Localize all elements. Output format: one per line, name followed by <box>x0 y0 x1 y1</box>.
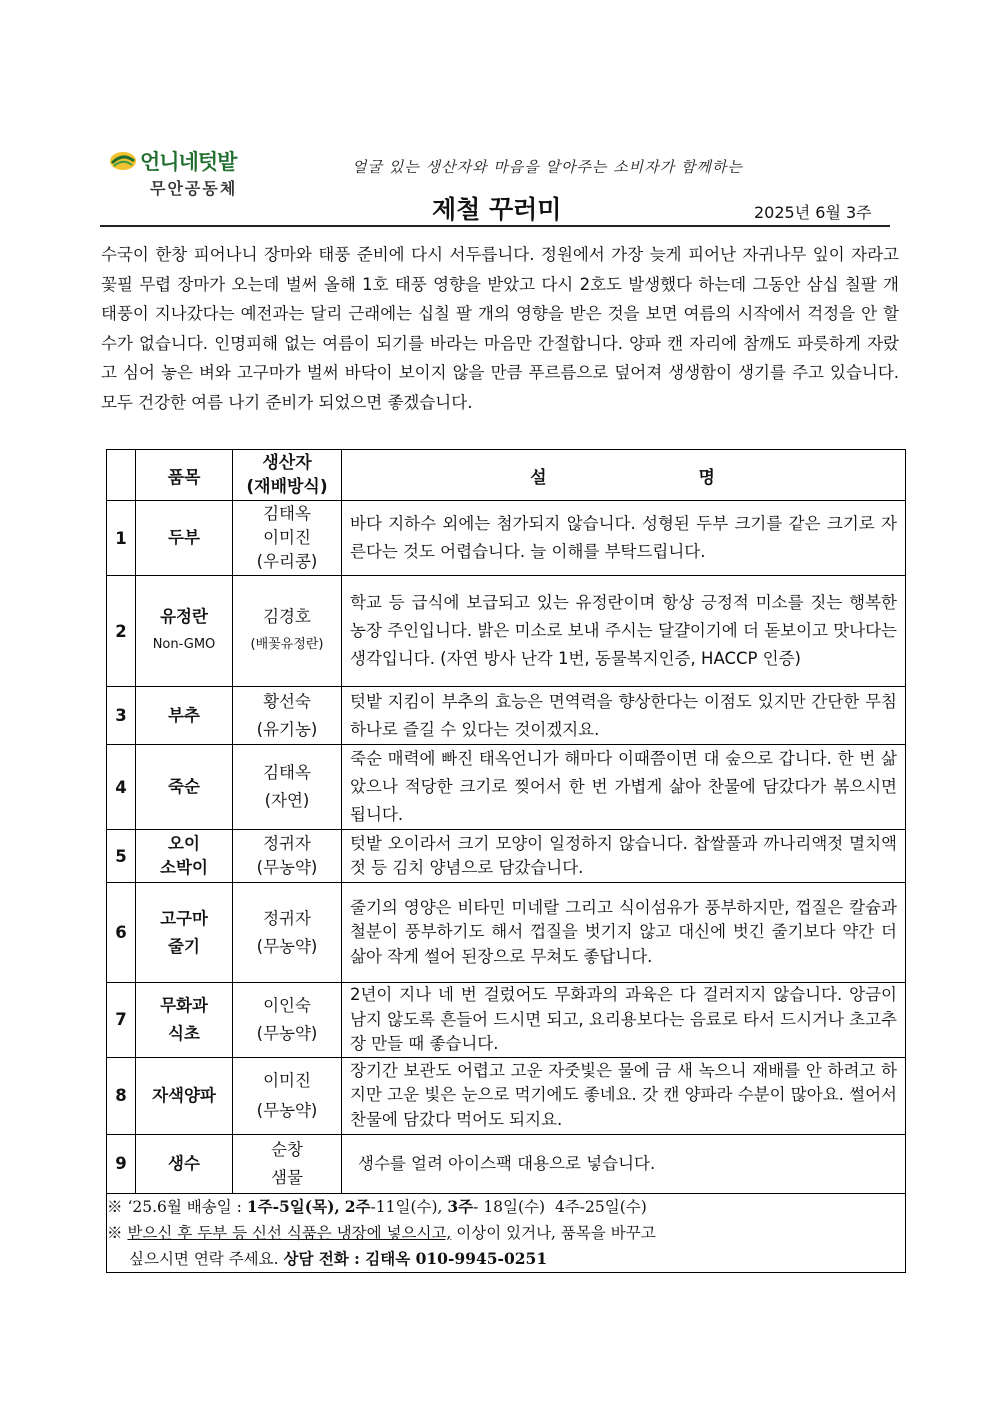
producer-name: 김태옥 이미진 <box>263 504 311 547</box>
item-name: 두부 <box>136 501 233 576</box>
producer-name: 순창 <box>271 1139 303 1159</box>
delivery-week2-label: 2주 <box>344 1196 371 1216</box>
contact-text: 싶으시면 연락 주세요. <box>129 1249 279 1268</box>
header-desc-a: 설 <box>530 467 549 488</box>
brand-logo <box>108 146 268 198</box>
cultivation-method: (배꽃유정란) <box>250 637 324 652</box>
table-row <box>107 745 906 830</box>
item-name: 죽순 <box>136 745 233 830</box>
row-number: 8 <box>107 1057 136 1134</box>
item-name: 오이 소박이 <box>136 830 233 883</box>
item-name-sub: Non-GMO <box>152 637 216 652</box>
producer-name: 이인숙 <box>263 995 311 1015</box>
producer-name: 황선숙 <box>263 691 311 711</box>
note-mark: ※ <box>107 1197 123 1216</box>
header-producer-line2: (재배방식) <box>246 477 328 497</box>
producer-name: 정귀자 <box>263 908 311 928</box>
row-number: 1 <box>107 501 136 576</box>
contact-phone: 상담 전화 : 김태옥 010-9945-0251 <box>283 1248 548 1268</box>
storage-note <box>107 1220 905 1246</box>
header-producer-line1: 생산자 <box>262 453 312 473</box>
producer <box>233 1057 342 1134</box>
producer <box>233 687 342 745</box>
cultivation-method: (무농약) <box>256 1100 318 1120</box>
row-number: 2 <box>107 576 136 687</box>
cultivation-method: (무농약) <box>256 936 318 956</box>
table-row <box>107 687 906 745</box>
row-number: 4 <box>107 745 136 830</box>
producer <box>233 883 342 983</box>
producer <box>233 1134 342 1193</box>
item-description: 죽순 매력에 빠진 태옥언니가 해마다 이때쯤이면 대 숲으로 갑니다. 한 번 삶았으나 적당한 크기로 찢어서 한 번 가볍게 삶아 찬물에 담갔다가 볶으시면 됩니다. <box>342 745 906 830</box>
cultivation-method: (무농약) <box>256 1023 318 1043</box>
leaf-seedling-icon <box>108 148 138 172</box>
item-name: 생수 <box>136 1134 233 1193</box>
item-description: 바다 지하수 외에는 첨가되지 않습니다. 성형된 두부 크기를 같은 크기로 자른다는 것도 어렵습니다. 늘 이해를 부탁드립니다. <box>342 501 906 576</box>
delivery-week4: 4주-25일(수) <box>554 1197 647 1216</box>
delivery-week3-date: - 18일(수) <box>473 1197 546 1216</box>
notes-row <box>107 1193 906 1272</box>
item-description: 2년이 지나 네 번 걸렀어도 무화과의 과육은 다 걸러지지 않습니다. 앙금이 남지 않도록 흔들어 드시면 되고, 요리용보다는 음료로 타서 드시거나 초고추장 만들 때 좋습니다. <box>342 983 906 1058</box>
item-name <box>136 576 233 687</box>
item-name-main: 유정란 <box>160 607 208 626</box>
producer-name: 이미진 <box>263 1070 311 1090</box>
cultivation-method: (무농약) <box>256 858 318 877</box>
slogan: 얼굴 있는 생산자와 마음을 알아주는 소비자가 함께하는 <box>352 158 743 176</box>
brand-name: 언니네텃밭 <box>140 150 237 174</box>
header-desc-b: 명 <box>698 467 717 488</box>
table-header-row <box>107 450 906 501</box>
note-mark: ※ <box>107 1223 123 1242</box>
items-table <box>106 449 906 1273</box>
table-row <box>107 883 906 983</box>
delivery-week3-label: 3주 <box>447 1196 474 1216</box>
item-description: 텃밭 지킴이 부추의 효능은 면역력을 향상한다는 이점도 있지만 간단한 무침 하나로 즐길 수 있다는 것이겠지요. <box>342 687 906 745</box>
item-name: 무화과 식초 <box>136 983 233 1058</box>
cultivation-method: (자연) <box>264 791 310 810</box>
delivery-week2-date: -11일(수), <box>370 1197 443 1216</box>
item-description: 학교 등 급식에 보급되고 있는 유정란이며 항상 긍정적 미소를 짓는 행복한 농장 주인입니다. 밝은 미소로 보내 주시는 달걀이기에 더 돋보이고 맛나다는 생각입니다. (자연 방사 난각 1번, 동물복지인증, HACCP 인증) <box>342 576 906 687</box>
delivery-week1: 1주-5일(목), <box>246 1196 340 1216</box>
header-item: 품목 <box>136 450 233 501</box>
cultivation-method: (유기농) <box>256 719 318 739</box>
storage-note-rest: 이상이 있거나, 품목을 바꾸고 <box>456 1223 656 1242</box>
table-row <box>107 830 906 883</box>
row-number: 5 <box>107 830 136 883</box>
table-row <box>107 501 906 576</box>
delivery-schedule <box>107 1194 905 1220</box>
row-number: 7 <box>107 983 136 1058</box>
table-row <box>107 983 906 1058</box>
intro-paragraph: 수국이 한창 피어나니 장마와 태풍 준비에 다시 서두릅니다. 정원에서 가장 늦게 피어난 자귀나무 잎이 자라고 꽃필 무렵 장마가 오는데 벌써 올해 1호 태풍 영향을 받았고 다시 2호도 발생했다 하는데 그동안 삼십 칠팔 개 태풍이 지나갔다는 예전과는 달리 근래에는 십칠 팔 개의 영향을 받은 것을 보면 여름의 시작에서 걱정을 안 할 수가 없습니다. 인명피해 없는 여름이 되기를 바라는 마음만 간절합니다. 양파 캔 자리에 참깨도 파릇하게 자랐고 심어 놓은 벼와 고구마가 벌써 바닥이 보이지 않을 만큼 푸르름으로 덮어져 생생함이 생기를 주고 있습니다. 모두 건강한 여름 나기 준비가 되었으면 좋겠습니다. <box>101 245 899 412</box>
item-description: 텃밭 오이라서 크기 모양이 일정하지 않습니다. 찹쌀풀과 까나리액젓 멸치액젓 등 김치 양념으로 담갔습니다. <box>342 830 906 883</box>
row-number: 9 <box>107 1134 136 1193</box>
header-description <box>342 450 906 501</box>
producer <box>233 830 342 883</box>
producer-name: 김태옥 <box>263 763 311 782</box>
table-row <box>107 1057 906 1134</box>
producer-name: 김경호 <box>263 607 311 626</box>
row-number: 6 <box>107 883 136 983</box>
producer <box>233 501 342 576</box>
contact-note <box>107 1246 905 1272</box>
table-row <box>107 1134 906 1193</box>
issue-date: 2025년 6월 3주 <box>754 203 872 222</box>
delivery-notes <box>107 1193 906 1272</box>
producer-name: 정귀자 <box>263 833 311 853</box>
cultivation-method: (우리콩) <box>256 552 318 571</box>
item-name: 자색양파 <box>136 1057 233 1134</box>
producer <box>233 745 342 830</box>
item-name: 부추 <box>136 687 233 745</box>
brand-subtitle: 무안공동체 <box>150 179 238 198</box>
title-divider <box>100 225 890 227</box>
row-number: 3 <box>107 687 136 745</box>
producer <box>233 983 342 1058</box>
cultivation-method: 샘물 <box>271 1167 303 1187</box>
item-description: 줄기의 영양은 비타민 미네랄 그리고 식이섬유가 풍부하지만, 껍질은 칼슘과 철분이 풍부하기도 해서 껍질을 벗기지 않고 대신에 벗긴 줄기보다 약간 더 삶아 작게 썰어 된장으로 무쳐도 좋답니다. <box>342 883 906 983</box>
item-name: 고구마 줄기 <box>136 883 233 983</box>
page-title: 제철 꾸러미 <box>432 195 562 224</box>
header-producer <box>233 450 342 501</box>
item-description: 장기간 보관도 어렵고 고운 자줏빛은 물에 금 새 녹으니 재배를 안 하려고 하지만 고운 빛은 눈으로 먹기에도 좋네요. 갓 캔 양파라 수분이 많아요. 썰어서 찬물에 담갔다 먹어도 되지요. <box>342 1057 906 1134</box>
header-no <box>107 450 136 501</box>
storage-note-underlined: 받으신 후 두부 등 신선 식품은 냉장에 넣으시고, <box>127 1223 452 1242</box>
item-description: 생수를 얼려 아이스팩 대용으로 넣습니다. <box>342 1134 906 1193</box>
table-row <box>107 576 906 687</box>
delivery-prefix: ‘25.6월 배송일 : <box>127 1197 242 1216</box>
producer <box>233 576 342 687</box>
